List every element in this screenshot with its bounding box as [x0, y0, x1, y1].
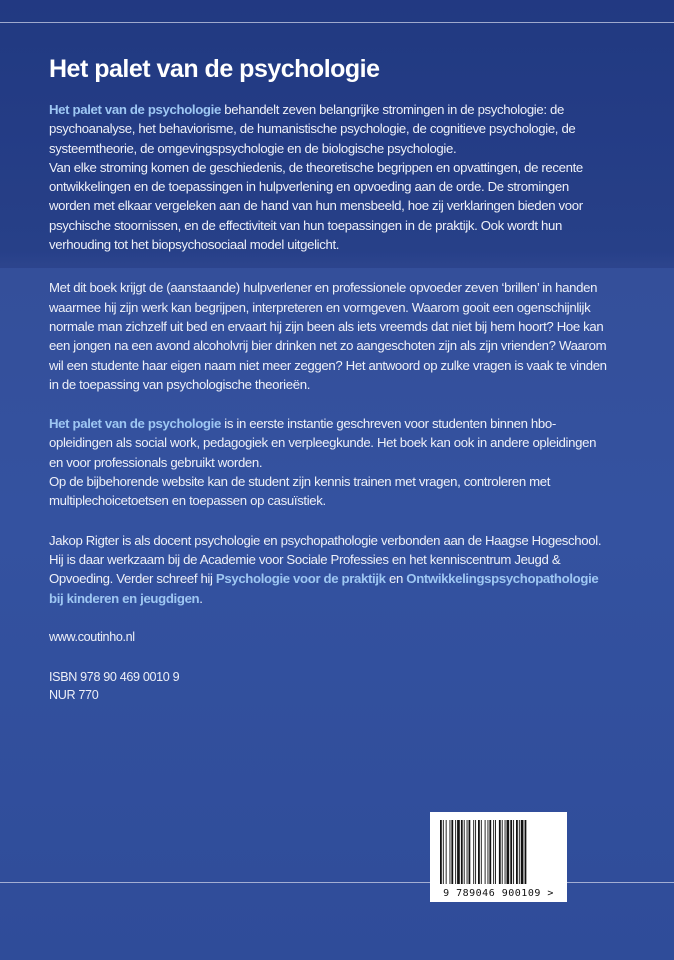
questions-section	[49, 278, 609, 394]
intro-paragraph	[49, 100, 609, 158]
cover-text	[49, 52, 609, 704]
book-title-1: Psychologie voor de praktijk	[215, 571, 386, 587]
audience-text: is in eerste instantie geschreven voor studenten binnen hbo-opleidingen als social work, pedagogiek en verpleegkunde. Het boek kan ook in andere opleidingen en voor professionals gebruikt worden.	[49, 416, 597, 470]
website-section	[49, 628, 609, 646]
isbn-text: ISBN 978 90 469 0010 9	[49, 669, 180, 684]
questions-paragraph: Met dit boek krijgt de (aanstaande) hulpverlener en professionele opvoeder zeven ‘brillen’ in handen waarmee hij zijn werk kan begrijpen, interpreteren en vormgeven. Waarom gooit een ogenschijnlijk normale man zichzelf uit bed en ervaart hij zijn been als iets vreemds dat niet bij hem hoort? Hoe kan een jongen na een avond alcoholvrij bier drinken net zo aangeschoten zijn als zijn vrienden? Waarom wil een studente haar eigen naam niet meer zeggen? Het antwoord op zulke vragen is vaak te vinden in de toepassing van psychologische theorieën.	[49, 280, 607, 392]
barcode	[430, 812, 567, 902]
audience-section	[49, 414, 609, 510]
author-section	[49, 531, 609, 608]
website-paragraph: Op de bijbehorende website kan de student zijn kennis trainen met vragen, controleren met multiplechoicetoetsen en toepassen op casuïstiek.	[49, 474, 551, 509]
top-rule	[0, 22, 674, 23]
website-link[interactable]: www.coutinho.nl	[49, 629, 135, 644]
author-text-end: .	[199, 590, 203, 606]
author-paragraph	[49, 531, 609, 608]
barcode-bars-icon	[438, 820, 559, 884]
intro-section	[49, 100, 609, 254]
audience-paragraph	[49, 414, 609, 472]
bottom-rule	[0, 882, 674, 883]
book-title-2: Ontwikkelingspsychopathologie bij kinderen en jeugdigen	[49, 571, 599, 606]
intro-text: behandelt zeven belangrijke stromingen in de psychologie: de psychoanalyse, het behaviorisme, de humanistische psychologie, de cognitieve psychologie, de systeemtheorie, de omgevingspsychologie en de biologische psychologie.	[49, 102, 576, 156]
nur-text: NUR 770	[49, 687, 99, 702]
catalog-info	[49, 668, 609, 704]
description-paragraph: Van elke stroming komen de geschiedenis, de theoretische begrippen en opvattingen, de recente ontwikkelingen en de toepassingen in hulpverlening en opvoeding aan de orde. De stromingen worden met elkaar vergeleken aan de hand van hun mensbeeld, hoe zij verklaringen bieden voor psychische stoornissen, en de effectiviteit van hun toepassingen in de praktijk. Ook wordt hun verhouding tot het biopsychosociaal model uitgelicht.	[49, 159, 583, 253]
book-title: Het palet van de psychologie	[49, 55, 380, 83]
title-highlight: Het palet van de psychologie	[49, 416, 221, 432]
author-text-and: en	[385, 571, 407, 587]
barcode-digits: 9 789046 900109 >	[443, 888, 554, 899]
title-highlight: Het palet van de psychologie	[49, 102, 221, 117]
author-text: Jakop Rigter is als docent psychologie en psychopathologie verbonden aan de Haagse Hogeschool. Hij is daar werkzaam bij de Academie voor Sociale Professies en het kenniscentrum Jeugd & Opvoeding. Verder schreef hij	[49, 532, 602, 587]
